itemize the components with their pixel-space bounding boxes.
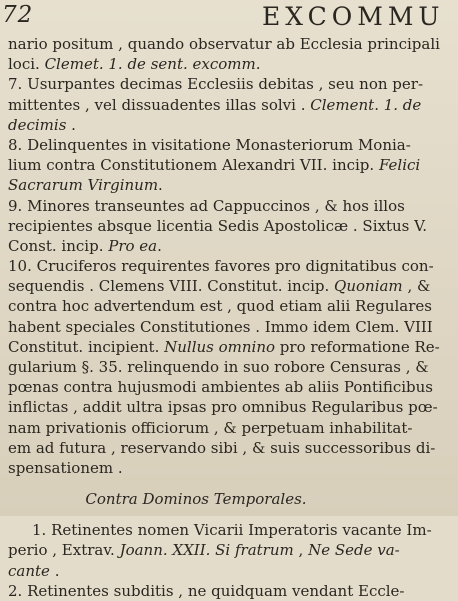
text-line — [8, 95, 454, 115]
running-head: EXCOMMU — [262, 2, 445, 31]
page-number: 72 — [2, 2, 34, 28]
text-run: loci. — [8, 55, 45, 74]
text-run: decimis — [8, 115, 67, 134]
text-run: . — [158, 176, 163, 195]
text-run: habent speciales Constitutiones . Immo idem Clem. VIII — [8, 317, 433, 336]
text-run: recipientes absque licentia Sedis Apostolicæ . Sixtus V. — [8, 216, 428, 235]
text-line — [8, 256, 454, 276]
text-line — [8, 216, 454, 236]
page-header — [0, 2, 458, 32]
text-run: pœnas contra hujusmodi ambientes ab aliis Pontificibus — [8, 378, 434, 397]
text-run: gularium §. 35. relinquendo in suo robore Censuras , & — [8, 358, 429, 376]
text-run: Nullus omnino — [164, 337, 276, 356]
section-title: Contra Dominos Temporales. — [85, 490, 307, 509]
text-line — [8, 438, 454, 458]
text-run: Clemet. 1. de sent. excomm. — [44, 55, 261, 74]
text-block-section — [8, 520, 454, 601]
text-run: nam privationis officiorum , & perpetuam inhabilitat- — [8, 418, 413, 437]
text-run: 7. Usurpantes decimas Ecclesiis debitas , seu non per- — [8, 75, 424, 94]
text-line — [8, 377, 454, 397]
text-line — [8, 115, 454, 135]
text-run: 10. Cruciferos requirentes favores pro dignitatibus con- — [8, 257, 434, 276]
text-line — [8, 155, 454, 175]
text-run: Ne Sede va- — [308, 541, 400, 560]
text-run: Clement. 1. de — [310, 95, 422, 114]
text-run: . — [49, 561, 60, 580]
text-run: Constitut. incipient. — [8, 337, 165, 356]
text-run: , & — [402, 277, 431, 296]
text-line — [8, 175, 454, 195]
text-run: . — [66, 115, 76, 134]
text-run: . — [157, 236, 162, 255]
text-line — [8, 418, 454, 438]
text-run: 2. Retinentes subditis , ne quidquam vendant Eccle- — [8, 581, 405, 600]
text-run: Pro ea — [108, 236, 158, 255]
text-run: cante — [8, 561, 50, 580]
text-line — [8, 236, 454, 256]
text-run: mittentes , vel dissuadentes illas solvi . — [8, 95, 311, 114]
text-block-main — [8, 34, 454, 478]
text-run: nario positum , quando observatur ab Ecclesia principali — [8, 35, 440, 53]
text-run: Quoniam — [334, 277, 403, 296]
text-line — [8, 276, 454, 296]
text-run: pro reformatione Re- — [275, 337, 440, 356]
text-run: lium contra Constitutionem Alexandri VII. incip. — [8, 156, 379, 175]
text-run: Sacrarum Virginum — [8, 176, 159, 195]
text-run: , — [293, 541, 309, 560]
text-run: Const. incip. — [8, 236, 109, 255]
text-run: spensationem . — [8, 458, 123, 477]
text-line — [8, 561, 454, 581]
text-run: 1. Retinentes nomen Vicarii Imperatoris vacante Im- — [32, 521, 432, 540]
text-line — [8, 135, 454, 155]
text-run: contra hoc advertendum est , quod etiam alii Regulares — [8, 297, 432, 316]
text-run: sequendis . Clemens VIII. Constitut. incip. — [8, 277, 335, 296]
text-line — [8, 54, 454, 74]
text-line — [8, 397, 454, 417]
text-run: perio , Extrav. — [8, 541, 120, 560]
section-gap — [8, 478, 454, 488]
text-run: 9. Minores transeuntes ad Cappuccinos , & hos illos — [8, 196, 405, 215]
text-line — [8, 458, 454, 478]
text-line — [8, 317, 454, 337]
text-run: inflictas , addit ultra ipsas pro omnibus Regularibus pœ- — [8, 398, 438, 417]
text-run: 8. Delinquentes in visitatione Monasteriorum Monia- — [8, 135, 411, 154]
text-line — [8, 196, 454, 216]
text-line — [8, 540, 454, 560]
text-line — [8, 357, 454, 377]
text-line — [8, 520, 454, 540]
text-run: Felici — [378, 156, 421, 175]
text-line — [8, 34, 454, 54]
text-run: em ad futura , reservando sibi , & suis successoribus di- — [8, 438, 436, 457]
text-line — [8, 74, 454, 94]
section-gap — [8, 510, 454, 520]
text-run: Joann. XXII. Si fratrum — [119, 541, 294, 560]
text-line — [8, 337, 454, 357]
page-body — [8, 34, 454, 601]
text-line — [8, 581, 454, 601]
text-line — [8, 296, 454, 316]
